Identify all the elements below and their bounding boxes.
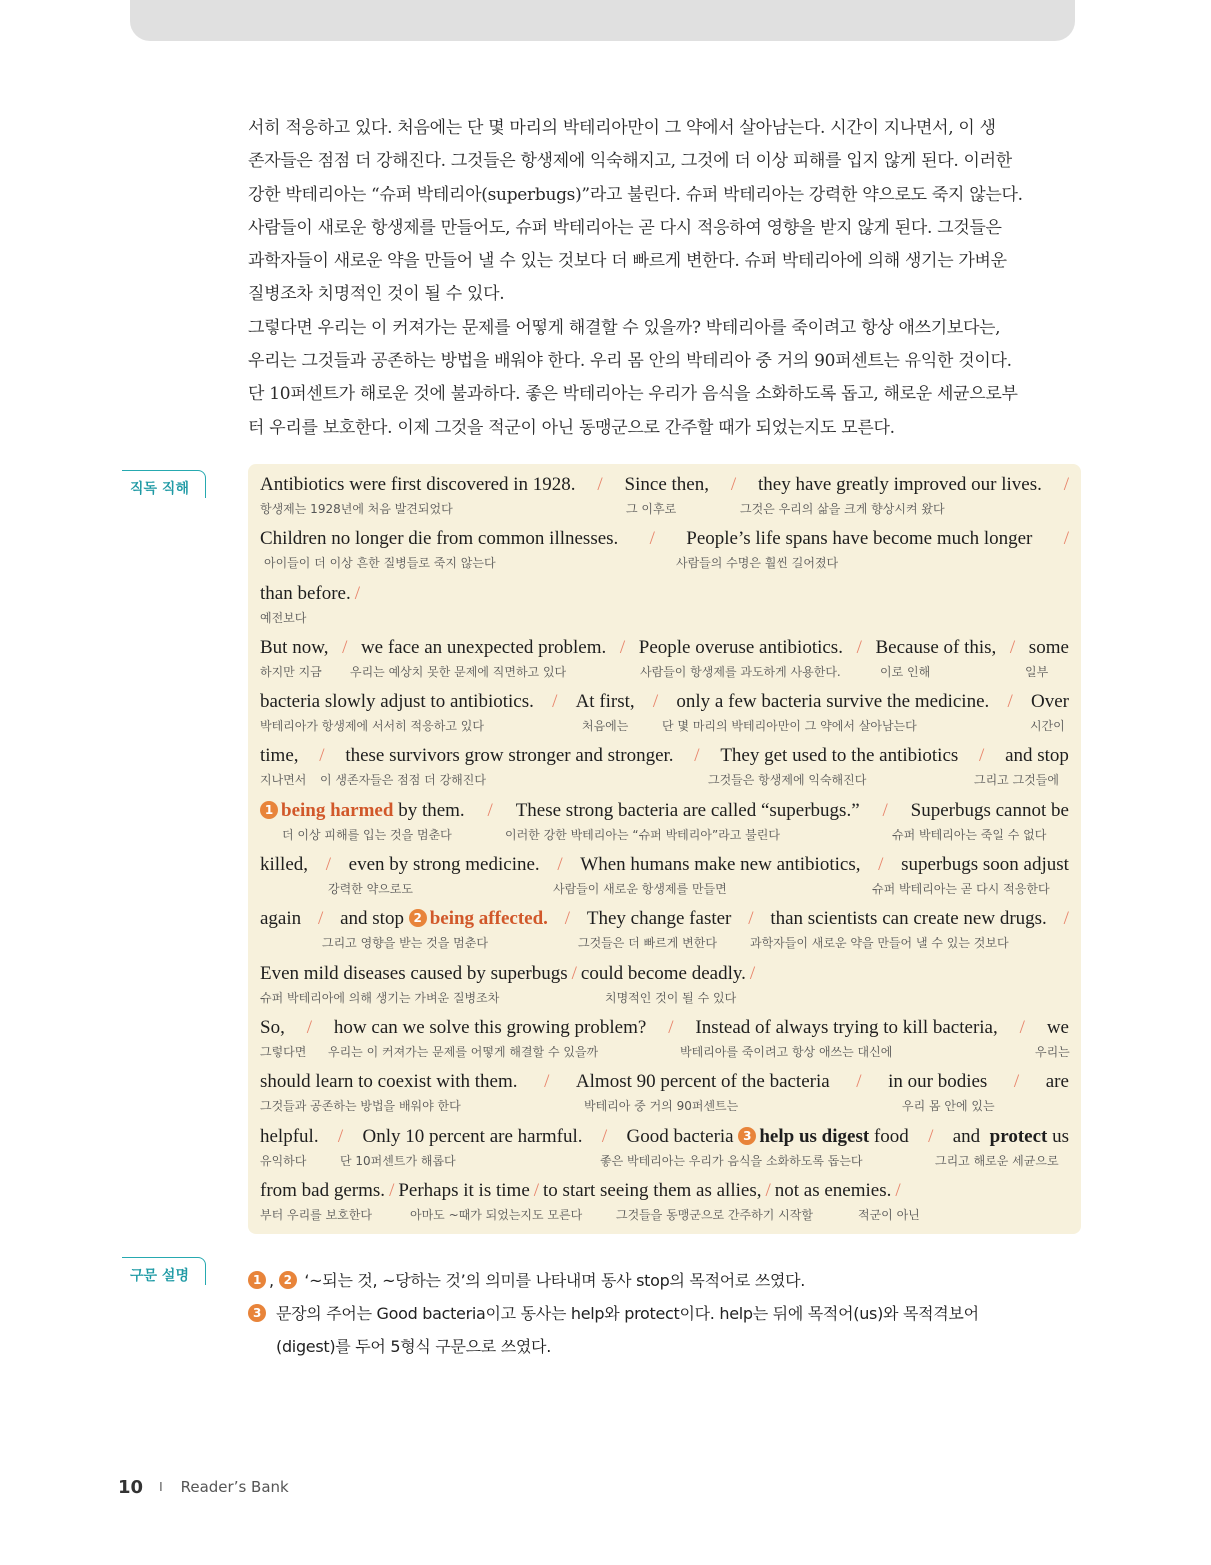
reading-line: time, / these survivors grow stronger and stronger. / They get used to the antibiotics / and stop 지나면서 이 생존자들은 점점 더 강해진다 그것들은 항생제에 익숙해진다 그리고 그것들에 — [260, 745, 1069, 788]
gloss: 강력한 약으로도 — [328, 882, 413, 897]
chunk: are — [1045, 1071, 1069, 1093]
korean-line: 그렇다면 우리는 이 커져가는 문제를 어떻게 해결할 수 있을까? 박테리아를 죽이려고 항상 애쓰기보다는, — [248, 317, 1001, 338]
chunk: Children no longer die from common illnesses. — [260, 528, 619, 550]
gloss: 사람들이 새로운 항생제를 만들면 — [553, 882, 727, 897]
gloss: 이러한 강한 박테리아는 “슈퍼 박테리아”라고 불린다 — [505, 827, 780, 842]
marker-1-icon: 1 — [260, 801, 278, 819]
gloss: 박테리아가 항생제에 서서히 적응하고 있다 — [260, 719, 484, 734]
gloss: 사람들이 항생제를 과도하게 사용한다. — [640, 664, 841, 679]
chunk: and stop — [340, 908, 404, 930]
note-item — [248, 1264, 1084, 1297]
korean-line: 강한 박테리아는 “슈퍼 박테리아(superbugs)”라고 불린다. 슈퍼 박테리아는 강력한 약으로도 죽지 않는다. — [248, 184, 1023, 205]
note-item — [248, 1297, 1084, 1363]
gloss: 사람들의 수명은 훨씬 길어졌다 — [676, 556, 839, 571]
reading-line: 1 being harmed by them. / These strong bacteria are called “superbugs.” / Superbugs cannot be 더 이상 피해를 입는 것을 멈춘다 이러한 강한 박테리아는 “슈퍼 박테리아”라고 불린다 슈퍼 박테리아는 죽일 수 없다 — [260, 796, 1069, 850]
reading-line: Antibiotics were first discovered in 1928. / Since then, / they have greatly improved our lives. / 항생제는 1928년에 처음 발견되었다 그 이후로 그것은 우리의 삶을 크게 향상시켜 왔다 — [260, 474, 1069, 516]
chunk: we face an unexpected problem. — [360, 636, 607, 658]
reading-section-label: 직독 직해 — [122, 470, 206, 498]
chunk: these survivors grow stronger and stronger. — [345, 745, 674, 767]
chunk: some — [1028, 636, 1069, 658]
chunk: we — [1046, 1016, 1069, 1038]
chunk: They change faster — [586, 908, 732, 930]
chunk: than scientists can create new drugs. — [770, 908, 1047, 930]
gloss: 치명적인 것이 될 수 있다 — [605, 990, 737, 1005]
gloss: 적군이 아닌 — [858, 1207, 920, 1222]
gloss: 그렇다면 — [260, 1044, 307, 1059]
gloss: 그것들은 더 빠르게 변한다 — [578, 936, 717, 951]
gloss: 우리는 이 커져가는 문제를 어떻게 해결할 수 있을까 — [328, 1044, 599, 1059]
chunk: Superbugs cannot be — [910, 799, 1069, 821]
reading-line: from bad germs. / Perhaps it is time / to start seeing them as allies, / not as enemies. / 부터 우리를 보호한다 아마도 ~때가 되었는지도 모른다 그것들을 동맹군으로 간주하기 시작할 적군이 아닌 — [260, 1179, 920, 1222]
chunk: than before. — [260, 582, 351, 604]
notes-section-label: 구문 설명 — [122, 1257, 206, 1285]
chunk: by them. — [398, 799, 465, 821]
korean-line: 사람들이 새로운 항생제를 만들어도, 슈퍼 박테리아는 곧 다시 적응하여 영향을 받지 않게 된다. 그것들은 — [248, 217, 1002, 238]
gloss: 우리는 예상치 못한 문제에 직면하고 있다 — [350, 664, 567, 679]
gloss: 그리고 그것들에 — [974, 773, 1059, 788]
chunk: in our bodies — [888, 1071, 988, 1093]
reading-line: killed, / even by strong medicine. / When humans make new antibiotics, / superbugs soon adjust 강력한 약으로도 사람들이 새로운 항생제를 만들면 슈퍼 박테리아는 곧 다시 적응한다 — [260, 854, 1069, 897]
gloss: 처음에는 — [582, 719, 629, 734]
chunk: Good bacteria — [626, 1125, 734, 1147]
highlight-chunk: being affected. — [429, 908, 548, 930]
chunk: bacteria slowly adjust to antibiotics. — [260, 691, 534, 713]
gloss: 아이들이 더 이상 흔한 질병들로 죽지 않는다 — [264, 556, 496, 571]
gloss: 단 10퍼센트가 해롭다 — [340, 1153, 456, 1168]
gloss: 그리고 해로운 세균으로 — [935, 1153, 1059, 1168]
gloss: 이 생존자들은 점점 더 강해진다 — [320, 773, 486, 788]
footer-separator: I — [159, 1480, 163, 1494]
chunk: time, — [260, 745, 299, 767]
korean-translation — [248, 112, 1084, 445]
gloss: 이로 인해 — [880, 664, 931, 679]
gloss: 그것들은 항생제에 익숙해진다 — [708, 773, 867, 788]
chunk: killed, — [260, 854, 309, 876]
reading-line: helpful. / Only 10 percent are harmful. / Good bacteria 3 help us digest food / and protect us 유익하다 단 10퍼센트가 해롭다 좋은 박테리아는 우리가 음식을 소화하도록 돕는다 그리고 해로운 세균으로 — [260, 1125, 1069, 1168]
marker-3-icon: 3 — [248, 1304, 266, 1322]
note-separator: , — [269, 1271, 274, 1290]
gloss: 우리는 — [1035, 1044, 1070, 1059]
gloss: 과학자들이 새로운 약을 만들어 낼 수 있는 것보다 — [750, 936, 1009, 951]
marker-2-icon: 2 — [279, 1271, 297, 1289]
reading-line: But now, / we face an unexpected problem. / People overuse antibiotics. / Because of this, / some 하지만 지금 우리는 예상치 못한 문제에 직면하고 있다 사람들이 항생제를 과도하게 사용한다. 이로 인해 일부 — [260, 636, 1069, 679]
chunk: Antibiotics were first discovered in 1928. — [260, 474, 576, 495]
chunk: So, — [260, 1016, 285, 1038]
direct-reading-box — [248, 464, 1081, 1234]
chunk: superbugs soon adjust — [901, 854, 1069, 876]
korean-line: 존자들은 점점 더 강해진다. 그것들은 항생제에 익숙해지고, 그것에 더 이상 피해를 입지 않게 된다. 이러한 — [248, 151, 1012, 172]
gloss: 그것들과 공존하는 방법을 배워야 한다 — [260, 1099, 461, 1114]
gloss: 박테리아를 죽이려고 항상 애쓰는 대신에 — [680, 1044, 893, 1059]
korean-line: 과학자들이 새로운 약을 만들어 낼 수 있는 것보다 더 빠르게 변한다. 슈퍼 박테리아에 의해 생기는 가벼운 — [248, 251, 1007, 272]
chunk: us — [1052, 1125, 1069, 1147]
chunk: food — [873, 1125, 909, 1147]
top-header-bar — [130, 0, 1075, 41]
chunk: from bad germs. — [260, 1179, 386, 1201]
gloss: 좋은 박테리아는 우리가 음식을 소화하도록 돕는다 — [600, 1153, 863, 1168]
page-number: 10 — [118, 1476, 144, 1498]
chunk: But now, — [260, 636, 329, 658]
highlight-chunk: being harmed — [281, 799, 394, 821]
chunk: and stop — [1005, 745, 1069, 767]
chunk: At first, — [575, 691, 635, 713]
chunk: even by strong medicine. — [348, 854, 540, 876]
note-text: 문장의 주어는 Good bacteria이고 동사는 help와 protect이다. help는 뒤에 목적어(us)와 목적격보어 — [276, 1304, 979, 1323]
korean-line: 질병조차 치명적인 것이 될 수 있다. — [248, 284, 505, 305]
gloss: 박테리아 중 거의 90퍼센트는 — [584, 1099, 739, 1114]
gloss: 우리 몸 안에 있는 — [902, 1099, 995, 1114]
marker-2-icon: 2 — [409, 909, 427, 927]
reading-line: So, / how can we solve this growing problem? / Instead of always trying to kill bacteria, / we 그렇다면 우리는 이 커져가는 문제를 어떻게 해결할 수 있을까 박테리아를 죽이려고 항상 애쓰는 대신에 우리는 — [260, 1016, 1070, 1059]
reading-line: should learn to coexist with them. / Almost 90 percent of the bacteria / in our bodies / are 그것들과 공존하는 방법을 배워야 한다 박테리아 중 거의 90퍼센트는 우리 몸 안에 있는 — [260, 1071, 1069, 1114]
book-title: Reader’s Bank — [180, 1478, 289, 1496]
chunk: again — [260, 908, 302, 930]
page-footer — [118, 1475, 289, 1499]
gloss: 슈퍼 박테리아에 의해 생기는 가벼운 질병조차 — [260, 990, 500, 1005]
gloss: 더 이상 피해를 입는 것을 멈춘다 — [282, 827, 452, 842]
gloss: 아마도 ~때가 되었는지도 모른다 — [410, 1207, 583, 1222]
chunk: Instead of always trying to kill bacteria, — [695, 1016, 998, 1038]
gloss: 슈퍼 박테리아는 죽일 수 없다 — [892, 827, 1047, 842]
chunk: helpful. — [260, 1125, 319, 1147]
korean-line: 서히 적응하고 있다. 처음에는 단 몇 마리의 박테리아만이 그 약에서 살아남는다. 시간이 지나면서, 이 생 — [248, 118, 996, 138]
chunk: not as enemies. — [774, 1179, 892, 1201]
reading-line: than before. / 예전보다 — [260, 582, 361, 625]
gloss: 부터 우리를 보호한다 — [260, 1207, 372, 1222]
chunk: People’s life spans have become much longer — [686, 528, 1033, 550]
korean-line: 단 10퍼센트가 해로운 것에 불과하다. 좋은 박테리아는 우리가 음식을 소화하도록 돕고, 해로운 세균으로부 — [248, 384, 1018, 405]
chunk: should learn to coexist with them. — [260, 1071, 518, 1093]
chunk: could become deadly. — [580, 962, 746, 984]
chunk: They get used to the antibiotics — [720, 745, 959, 767]
gloss: 단 몇 마리의 박테리아만이 그 약에서 살아남는다 — [662, 719, 917, 734]
chunk: Over — [1030, 691, 1069, 713]
chunk: how can we solve this growing problem? — [333, 1016, 647, 1038]
reading-line: again / and stop 2 being affected. / They change faster / than scientists can create new drugs. / 그리고 영향을 받는 것을 멈춘다 그것들은 더 빠르게 변한다 과학자들이 새로운 약을 만들어 낼 수 있는 것보다 — [260, 908, 1069, 951]
gloss: 항생제는 1928년에 처음 발견되었다 — [260, 502, 453, 516]
chunk: These strong bacteria are called “superbugs.” — [515, 799, 860, 821]
chunk: Even mild diseases caused by superbugs — [260, 962, 568, 984]
reading-line: Even mild diseases caused by superbugs / could become deadly. / 슈퍼 박테리아에 의해 생기는 가벼운 질병조차 치명적인 것이 될 수 있다 — [260, 962, 756, 1005]
gloss: 지나면서 — [260, 773, 307, 788]
gloss: 유익하다 — [260, 1153, 307, 1168]
reading-line: bacteria slowly adjust to antibiotics. / At first, / only a few bacteria survive the medicine. / Over 박테리아가 항생제에 서서히 적응하고 있다 처음에는 단 몇 마리의 박테리아만이 그 약에서 살아남는다 시간이 — [260, 691, 1069, 734]
gloss: 슈퍼 박테리아는 곧 다시 적응한다 — [872, 882, 1050, 897]
korean-line: 우리는 그것들과 공존하는 방법을 배워야 한다. 우리 몸 안의 박테리아 중 거의 90퍼센트는 유익한 것이다. — [248, 351, 1012, 372]
gloss: 그것들을 동맹군으로 간주하기 시작할 — [616, 1207, 813, 1222]
chunk: they have greatly improved our lives. — [757, 474, 1042, 495]
gloss: 예전보다 — [260, 610, 307, 625]
marker-1-icon: 1 — [248, 1271, 266, 1289]
chunk: Because of this, — [875, 636, 997, 658]
chunk: Only 10 percent are harmful. — [362, 1125, 583, 1147]
chunk: protect — [989, 1125, 1048, 1147]
gloss: 일부 — [1025, 664, 1049, 679]
chunk: Since then, — [624, 474, 709, 495]
note-text: ‘~되는 것, ~당하는 것’의 의미를 나타내며 동사 stop의 목적어로 쓰였다. — [304, 1271, 806, 1290]
chunk: Perhaps it is time — [398, 1179, 530, 1201]
grammar-notes — [248, 1264, 1084, 1363]
chunk: When humans make new antibiotics, — [580, 854, 861, 876]
gloss: 하지만 지금 — [260, 664, 322, 679]
gloss: 시간이 — [1030, 719, 1065, 734]
chunk: People overuse antibiotics. — [638, 636, 843, 658]
reading-line: Children no longer die from common illnesses. / People’s life spans have become much longer / 아이들이 더 이상 흔한 질병들로 죽지 않는다 사람들의 수명은 훨씬 길어졌다 — [260, 528, 1069, 571]
chunk: to start seeing them as allies, — [543, 1179, 762, 1201]
chunk: help us digest — [759, 1125, 870, 1147]
chunk: Almost 90 percent of the bacteria — [575, 1071, 830, 1093]
gloss: 그것은 우리의 삶을 크게 향상시켜 왔다 — [740, 502, 945, 516]
korean-line: 터 우리를 보호한다. 이제 그것을 적군이 아닌 동맹군으로 간주할 때가 되었는지도 모른다. — [248, 417, 895, 438]
gloss: 그리고 영향을 받는 것을 멈춘다 — [322, 936, 488, 951]
note-text: (digest)를 두어 5형식 구문으로 쓰였다. — [276, 1337, 551, 1356]
chunk: only a few bacteria survive the medicine. — [676, 691, 990, 713]
marker-3-icon: 3 — [738, 1127, 756, 1145]
gloss: 그 이후로 — [626, 502, 677, 516]
chunk: and — [952, 1125, 981, 1147]
